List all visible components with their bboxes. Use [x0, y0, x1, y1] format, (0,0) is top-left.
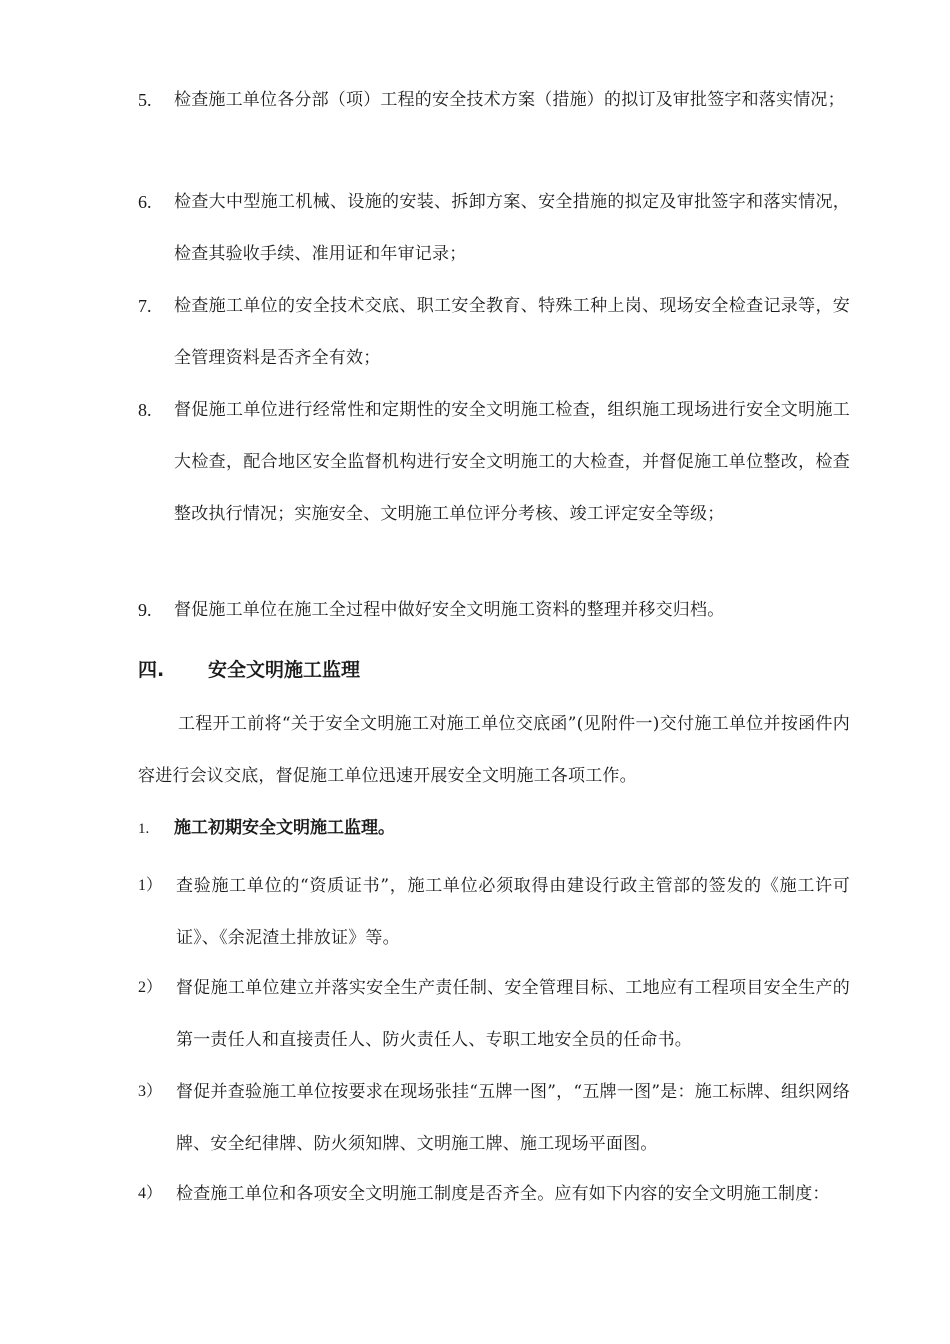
list-item-text: 检查施工单位各分部（项）工程的安全技术方案（措施）的拟订及审批签字和落实情况； [174, 90, 845, 110]
sub-list-item-number: 2） [138, 979, 163, 996]
list-item-7 [138, 280, 850, 384]
section-number: 四. [138, 659, 165, 681]
list-item-number: 6. [138, 192, 152, 212]
sub-list-item-text: 查验施工单位的“资质证书”，施工单位必须取得由建设行政主管部的签发的《施工许可证》、《余泥渣土排放证》等。 [176, 876, 850, 948]
sub-list-item-number: 3） [138, 1083, 163, 1100]
list-item-number: 9. [138, 600, 152, 620]
list-item-text: 督促施工单位进行经常性和定期性的安全文明施工检查，组织施工现场进行安全文明施工大检查，配合地区安全监督机构进行安全文明施工的大检查，并督促施工单位整改，检查整改执行情况；实施安全、文明施工单位评分考核、竣工评定安全等级； [174, 400, 850, 524]
section-title: 安全文明施工监理 [208, 659, 361, 681]
list-item-6 [138, 176, 850, 280]
list-item-5 [138, 74, 850, 126]
list-item-number: 7. [138, 296, 152, 316]
list-item-8 [138, 384, 850, 540]
sub-list-item-1 [138, 860, 850, 964]
subsection-title: 施工初期安全文明施工监理。 [174, 818, 395, 838]
sub-list-item-4 [138, 1168, 850, 1220]
list-item-text: 督促施工单位在施工全过程中做好安全文明施工资料的整理并移交归档。 [174, 600, 725, 620]
sub-list-item-number: 4） [138, 1185, 163, 1202]
sub-list-item-text: 督促并查验施工单位按要求在现场张挂“五牌一图”，“五牌一图”是：施工标牌、组织网络牌、安全纪律牌、防火须知牌、文明施工牌、施工现场平面图。 [176, 1082, 850, 1154]
list-item-text: 检查施工单位的安全技术交底、职工安全教育、特殊工种上岗、现场安全检查记录等，安全管理资料是否齐全有效； [174, 296, 850, 368]
section-heading [138, 644, 850, 696]
sub-list-item-2 [138, 962, 850, 1066]
sub-list-item-3 [138, 1066, 850, 1170]
subsection-number: 1. [138, 821, 150, 837]
list-item-number: 8. [138, 400, 152, 420]
sub-list-item-number: 1） [138, 877, 163, 894]
list-item-9 [138, 584, 850, 636]
section-intro-paragraph: 工程开工前将“关于安全文明施工对施工单位交底函”(见附件一)交付施工单位并按函件内容进行会议交底，督促施工单位迅速开展安全文明施工各项工作。 [138, 714, 850, 786]
subsection-heading [138, 802, 850, 855]
sub-list-item-text: 检查施工单位和各项安全文明施工制度是否齐全。应有如下内容的安全文明施工制度： [176, 1184, 830, 1204]
list-item-text: 检查大中型施工机械、设施的安装、拆卸方案、安全措施的拟定及审批签字和落实情况，检查其验收手续、准用证和年审记录； [174, 192, 850, 264]
list-item-number: 5. [138, 90, 152, 110]
sub-list-item-text: 督促施工单位建立并落实安全生产责任制、安全管理目标、工地应有工程项目安全生产的第一责任人和直接责任人、防火责任人、专职工地安全员的任命书。 [176, 978, 850, 1050]
